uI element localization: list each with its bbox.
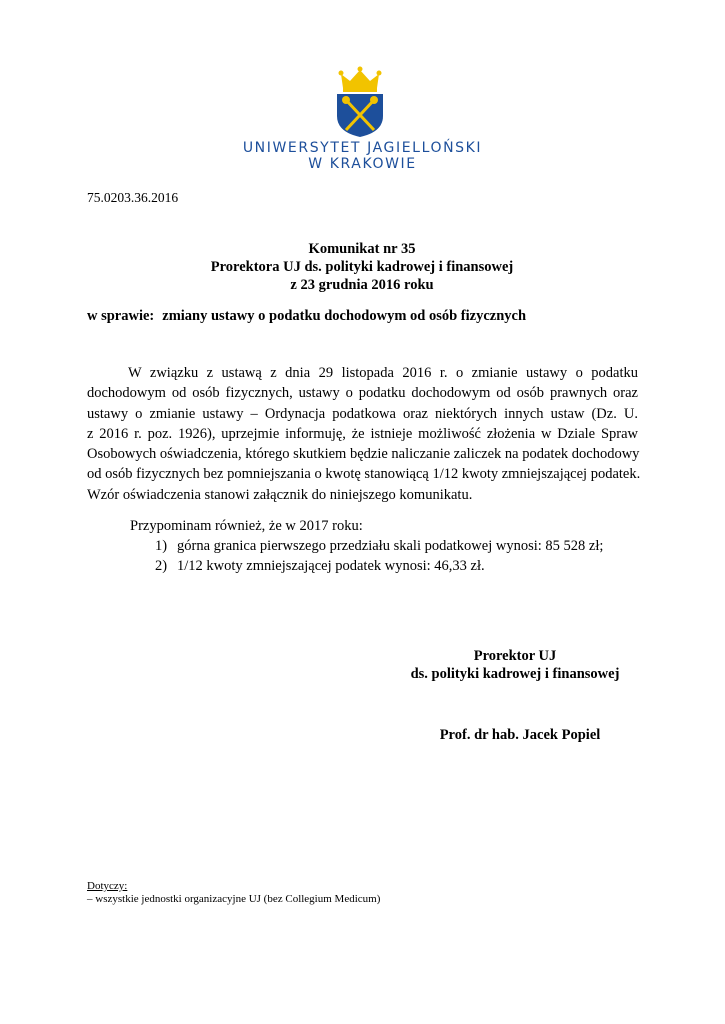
list-item-number: 1) [155,538,168,554]
footer-label: Dotyczy: [87,880,128,892]
reminder-text: Przypominam również, że w 2017 roku: [130,518,363,534]
reference-number: 75.0203.36.2016 [87,190,179,205]
body-line: dochodowym od osób fizycznych, ustawy o podatku dochodowym od osób prawnych oraz [87,385,638,402]
body-line: ustawy o zmianie ustawy – Ordynacja podatkowa oraz niektórych innych ustaw (Dz. U. [87,405,638,422]
title-line-3: z 23 grudnia 2016 roku [290,277,434,293]
signature-name: Prof. dr hab. Jacek Popiel [439,727,601,743]
university-name-line2: W KRAKOWIE [308,156,417,172]
subject-text: zmiany ustawy o podatku dochodowym od osób fizycznych [162,308,527,324]
subject-label: w sprawie: [87,308,155,324]
reminder-list [155,536,603,576]
list-item [155,556,603,576]
body-line: Wzór oświadczenia stanowi załącznik do niniejszego komunikatu. [87,486,473,503]
footer-text: – wszystkie jednostki organizacyjne UJ (bez Collegium Medicum) [87,893,381,905]
list-item-text: 1/12 kwoty zmniejszającej podatek wynosi: 46,33 zł. [177,558,485,574]
title-line-1: Komunikat nr 35 [308,241,416,257]
jagiellonian-coat-of-arms-icon [335,66,385,138]
title-line-2: Prorektora UJ ds. polityki kadrowej i finansowej [210,259,514,275]
signature-title-1: Prorektor UJ [473,648,557,664]
body-line: z 2016 r. poz. 1926), uprzejmie informuję, że istnieje możliwość złożenia w Dziale Spraw [87,425,638,442]
university-name-line1: UNIWERSYTET JAGIELLOŃSKI [242,140,483,156]
signature-title-2: ds. polityki kadrowej i finansowej [410,666,620,682]
list-item-text: górna granica pierwszego przedziału skali podatkowej wynosi: 85 528 zł; [177,538,604,554]
body-line: W związku z ustawą z dnia 29 listopada 2016 r. o zmianie ustawy o podatku [128,365,638,381]
list-item [155,536,603,556]
subject-line [87,308,526,325]
body-line: Osobowych oświadczenia, którego skutkiem będzie naliczanie zaliczek na podatek dochodowy [87,446,640,463]
body-line: od osób fizycznych bez pomniejszania o kwotę stanowiącą 1/12 kwoty zmniejszającej podatek. [87,466,641,483]
body-paragraph [87,363,641,505]
list-item-number: 2) [155,558,168,574]
